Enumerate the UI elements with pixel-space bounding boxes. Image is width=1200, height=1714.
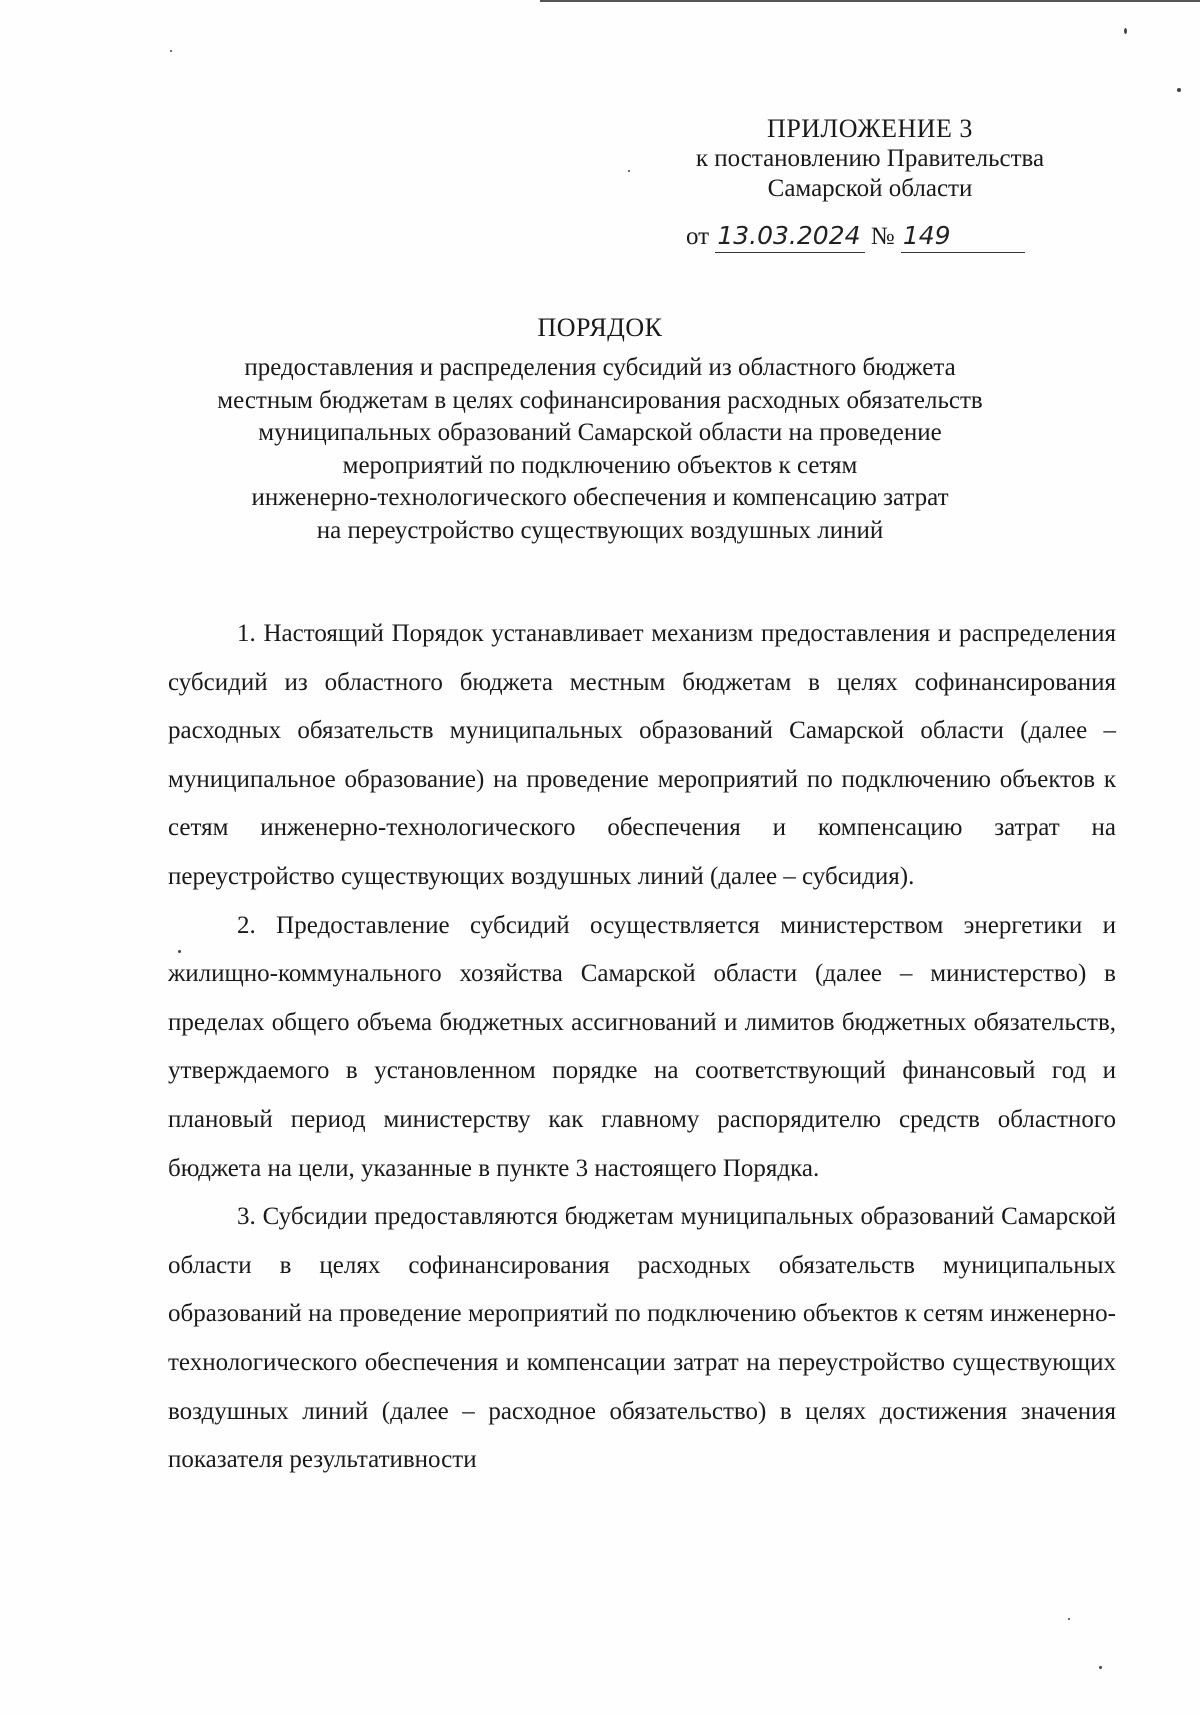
handwritten-number: 149 [901,220,1025,253]
document-title: ПОРЯДОК [537,313,663,342]
document-body [168,610,1116,1485]
subtitle-line: на переустройство существующих воздушных линий [316,516,884,544]
resolution-date-line [686,220,1086,253]
appendix-header [640,114,1100,204]
paragraph-3: 3. Субсидии предоставляются бюджетам муниципальных образований Самарской области в целях софинансирования расходных обязательств муниципальных образований на проведение мероприятий по подключению объектов к сетям инженерно-технологического обеспечения и компенсации затрат на переустройство существующих воздушных линий (далее – расходное обязательство) в целях достижения значения показателя результативности [168,1203,1116,1474]
subtitle-line: предоставления и распределения субсидий из областного бюджета [244,354,956,381]
handwritten-date: 13.03.2024 [715,220,864,253]
scan-speck [1124,28,1127,34]
scan-speck [170,50,172,52]
scan-speck [1068,1618,1070,1620]
appendix-reference-line: к постановлению Правительства [695,145,1045,172]
paragraph-2: 2. Предоставление субсидий осуществляется министерством энергетики и жилищно-коммунального хозяйства Самарской области (далее – министерство) в пределах общего объема бюджетных ассигнований и лимитов бюджетных обязательств, утверждаемого в установленном порядке на соответствующий финансовый год и плановый период министерству как главному распорядителю средств областного бюджета на цели, указанные в пункте 3 настоящего Порядка. [168,911,1116,1182]
scan-edge-line [540,0,1200,2]
scan-speck [1099,1666,1102,1669]
document-subtitle [150,352,1050,547]
scan-speck [1177,88,1181,92]
subtitle-line: мероприятий по подключению объектов к сетям [342,451,858,479]
scan-speck [628,170,630,172]
appendix-region-line: Самарской области [767,175,973,202]
paragraph-1: 1. Настоящий Порядок устанавливает механизм предоставления и распределения субсидий из областного бюджета местным бюджетам в целях софинансирования расходных обязательств муниципальных образований Самарской области (далее – муниципальное образование) на проведение мероприятий по подключению объектов к сетям инженерно-технологического обеспечения и компенсацию затрат на переустройство существующих воздушных линий (далее – субсидия). [168,620,1116,890]
appendix-title: ПРИЛОЖЕНИЕ 3 [767,114,973,143]
subtitle-line: муниципальных образований Самарской области на проведение [258,419,942,446]
subtitle-line: местным бюджетам в целях софинансирования расходных обязательств [217,386,983,414]
subtitle-line: инженерно-технологического обеспечения и компенсацию затрат [251,484,949,511]
number-sign: № [870,223,895,250]
date-prefix: от [686,223,710,250]
